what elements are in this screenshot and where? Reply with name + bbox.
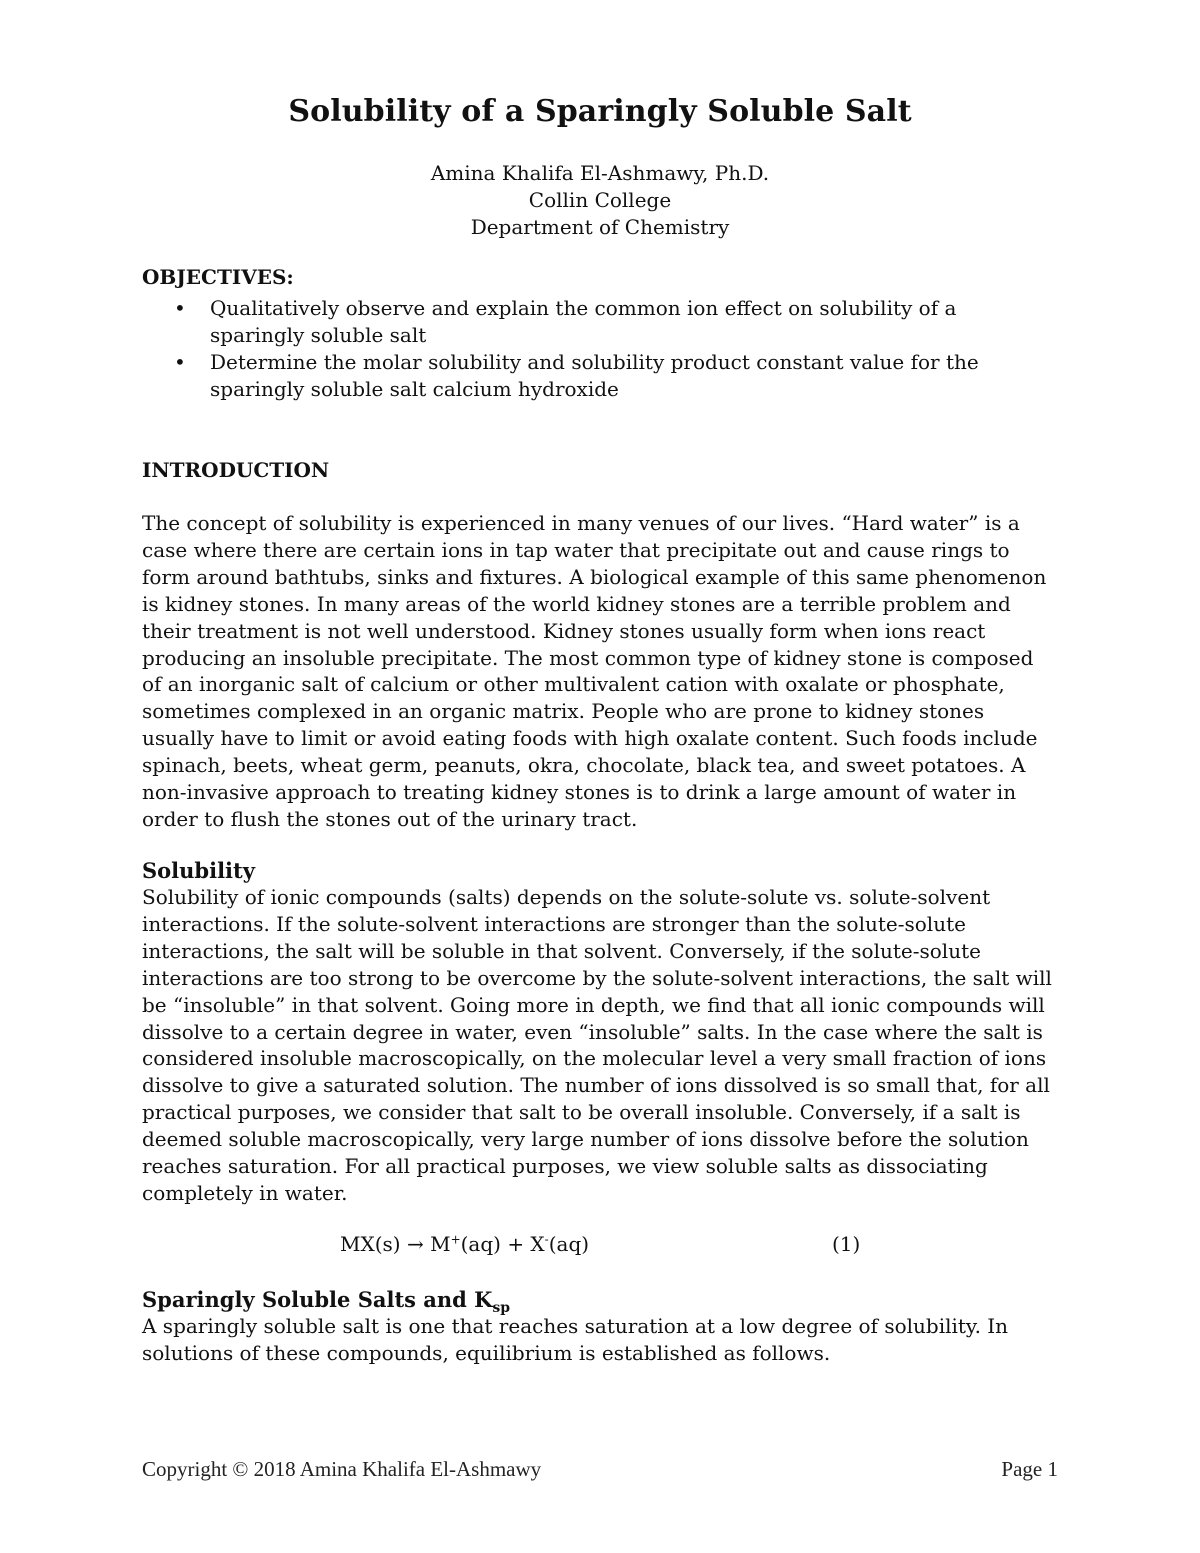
footer-copyright: Copyright © 2018 Amina Khalifa El-Ashmawy [142,1457,542,1481]
equation-cation: M [423,1232,451,1256]
objectives-heading: OBJECTIVES: [142,265,294,289]
objective-text: Determine the molar solubility and solubility product constant value for the sparingly soluble salt calcium hydroxide [210,350,979,401]
bullet-icon: • [174,296,186,320]
equation-1 [340,1232,589,1256]
sparingly-soluble-heading-text: Sparingly Soluble Salts and K [142,1287,493,1312]
objectives-list [142,295,1042,403]
ksp-subscript: sp [492,1300,511,1317]
cation-charge: + [450,1232,461,1247]
department-name: Department of Chemistry [470,215,730,239]
bullet-icon: • [174,350,186,374]
arrow-icon: → [406,1232,424,1256]
equation-reactant: MX(s) [340,1232,407,1256]
solubility-heading: Solubility [142,858,255,883]
introduction-paragraph: The concept of solubility is experienced in many venues of our lives. “Hard water” is a case where there are certain ions in tap water that precipitate out and cause rings to form around bathtubs, sinks and fixtures. A biological example of this same phenomenon is kidney stones. In many areas of the world kidney stones are a terrible problem and their treatment is not well understood. Kidney stones usually form when ions react producing an insoluble precipitate. The most common type of kidney stone is composed of an inorganic salt of calcium or other multivalent cation with oxalate or phosphate, sometimes complexed in an organic matrix. People who are prone to kidney stones usually have to limit or avoid eating foods with high oxalate content. Such foods include spinach, beets, wheat germ, peanuts, okra, chocolate, black tea, and sweet potatoes. A non-invasive approach to treating kidney stones is to drink a large amount of water in order to flush the stones out of the urinary tract. [142,511,1047,831]
solubility-paragraph: Solubility of ionic compounds (salts) depends on the solute-solute vs. solute-solvent interactions. If the solute-solvent interactions are stronger than the solute-solute interactions, the salt will be soluble in that solvent. Conversely, if the solute-solute interactions are too strong to be overcome by the solute-solvent interactions, the salt will be “insoluble” in that solvent. Going more in depth, we find that all ionic compounds will dissolve to a certain degree in water, even “insoluble” salts. In the case where the salt is considered insoluble macroscopically, on the molecular level a very small fraction of ions dissolve to give a saturated solution. The number of ions dissolved is so small that, for all practical purposes, we consider that salt to be overall insoluble. Conversely, if a salt is deemed soluble macroscopically, very large number of ions dissolve before the solution reaches saturation. For all practical purposes, we view soluble salts as dissociating completely in water. [142,885,1052,1205]
footer-page-number: Page 1 [1001,1457,1058,1481]
equation-number: (1) [832,1232,861,1256]
anion-charge: - [544,1232,549,1247]
institution-name: Collin College [528,188,672,212]
author-block [0,160,1200,241]
objective-text: Qualitatively observe and explain the common ion effect on solubility of a sparingly soluble salt [210,296,957,347]
objective-item [142,295,1042,349]
equation-cation-state: (aq) + X [460,1232,545,1256]
sparingly-soluble-paragraph: A sparingly soluble salt is one that reaches saturation at a low degree of solubility. In solutions of these compounds, equilibrium is established as follows. [142,1314,1009,1365]
document-title: Solubility of a Sparingly Soluble Salt [288,94,912,129]
author-name: Amina Khalifa El-Ashmawy, Ph.D. [430,161,770,185]
objective-item [142,349,1042,403]
introduction-heading: INTRODUCTION [142,458,330,482]
sparingly-soluble-heading [142,1287,510,1316]
equation-anion-state: (aq) [548,1232,590,1256]
